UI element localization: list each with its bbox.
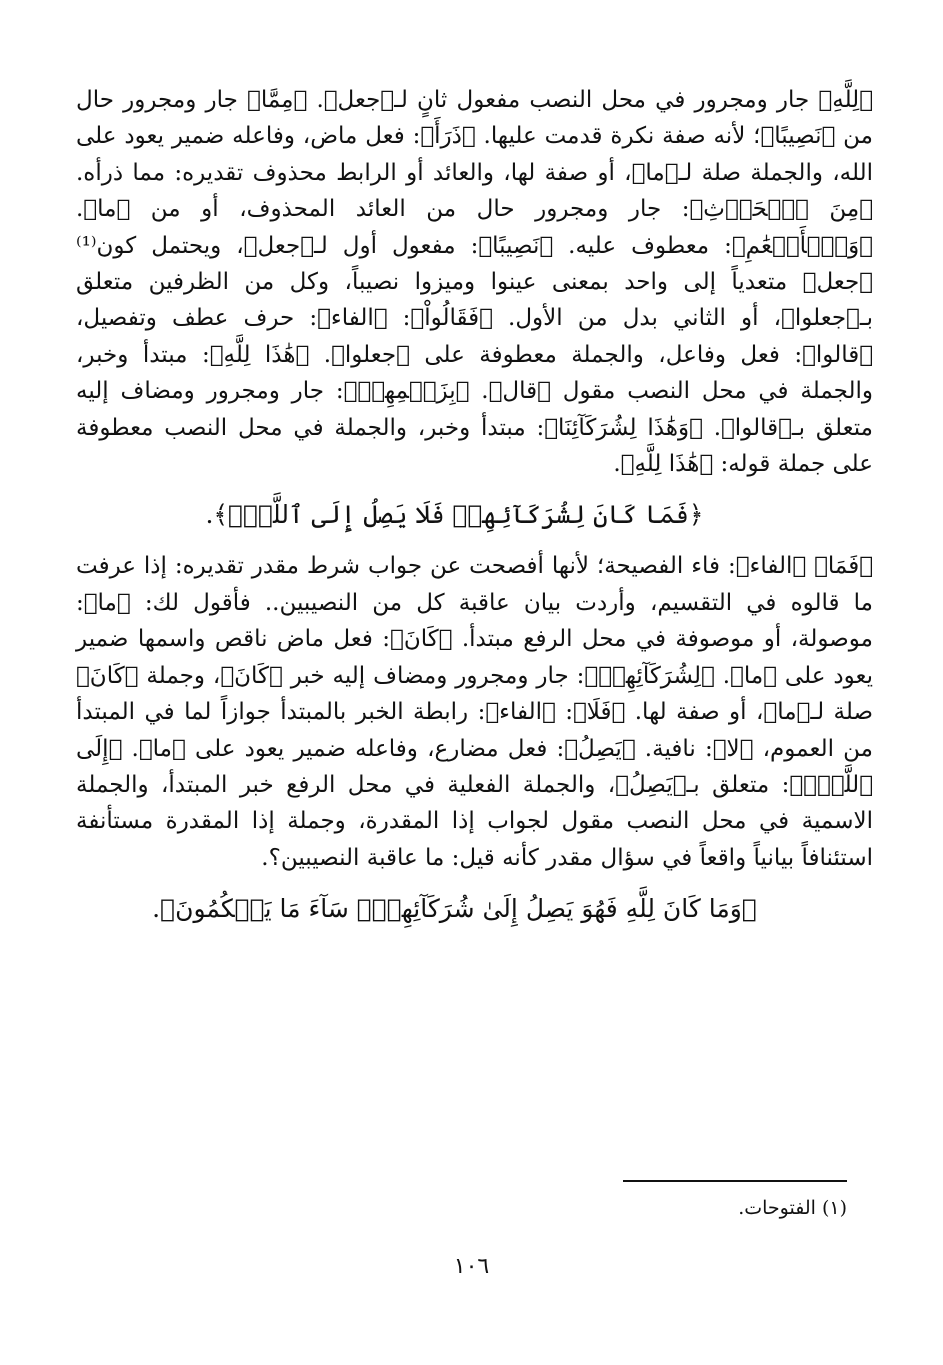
footnote: (١) الفتوحات. <box>738 1197 847 1219</box>
paragraph-1: ﴿لِلَّهِ﴾ جار ومجرور في محل النصب مفعول ثانٍ لـ﴿جعل﴾. ﴿مِمَّا﴾ جار ومجرور حال من ﴿نَصِيبًا﴾؛ لأنه صفة نكرة قدمت عليها. ﴿ذَرَأَ﴾: فعل ماض، وفاعله ضمير يعود على الله، والجملة صلة لـ﴿ما﴾، أو صفة لها، والعائد أو الرابط محذوف تقديره: مما ذرأه. ﴿مِنَ ٱلۡحَرۡثِ﴾: جار ومجرور حال من العائد المحذوف، أو من ﴿ما﴾. ﴿وَٱلۡأَنۡعَٰمِ﴾: معطوف عليه. ﴿نَصِيبًا﴾: مفعول أول لـ﴿جعل﴾، ويحتمل كون⁽¹⁾ ﴿جعل﴾ متعدياً إلى واحد بمعنى عينوا وميزوا نصيباً، وكل من الظرفين متعلق بـ﴿جعلوا﴾، أو الثاني بدل من الأول. ﴿فَقَالُواْ﴾: ﴿الفاء﴾: حرف عطف وتفصيل، ﴿قالوا﴾: فعل وفاعل، والجملة معطوفة على ﴿جعلوا﴾. ﴿هَٰذَا لِلَّهِ﴾: مبتدأ وخبر، والجملة في محل النصب مقول ﴿قال﴾. ﴿بِزَعۡمِهِمۡ﴾: جار ومجرور ومضاف إليه متعلق بـ﴿قالوا﴾. ﴿وَهَٰذَا لِشُرَكَآئِنَا﴾: مبتدأ وخبر، والجملة في محل النصب معطوفة على جملة قوله: ﴿هَٰذَا لِلَّهِ﴾. <box>76 87 873 478</box>
page-number: ١٠٦ <box>453 1254 490 1279</box>
quran-verse-2: ﴿وَمَا كَانَ لِلَّهِ فَهُوَ يَصِلُ إِلَىٰ شُرَكَآئِهِمۡۗ سَآءَ مَا يَحۡكُمُونَ﴾. <box>152 894 757 924</box>
quran-verse-1: ﴿فَمَا كَانَ لِشُرَكَآئِهِمۡ فَلَا يَصِلُ إِلَى ٱللَّهِۖ﴾. <box>205 500 704 530</box>
paragraph-2: ﴿فَمَا﴾ ﴿الفاء﴾: فاء الفصيحة؛ لأنها أفصحت عن جواب شرط مقدر تقديره: إذا عرفت ما قالوه في التقسيم، وأردت بيان عاقبة كل من النصيبين.. فأقول لك: ﴿ما﴾: موصولة، أو موصوفة في محل الرفع مبتدأ. ﴿كَانَ﴾: فعل ماض ناقص واسمها ضمير يعود على ﴿ما﴾. ﴿لِشُرَكَآئِهِمۡ﴾: جار ومجرور ومضاف إليه خبر ﴿كَانَ﴾، وجملة ﴿كَانَ﴾ صلة لـ﴿ما﴾، أو صفة لها. ﴿فَلَا﴾: ﴿الفاء﴾: رابطة الخبر بالمبتدأ جوازاً لما في المبتدأ من العموم، ﴿لا﴾: نافية. ﴿يَصِلُ﴾: فعل مضارع، وفاعله ضمير يعود على ﴿ما﴾. ﴿إِلَى ٱللَّهِۖ﴾: متعلق بـ﴿يَصِلُ﴾، والجملة الفعلية في محل الرفع خبر المبتدأ، والجملة الاسمية في محل النصب مقول لجواب إذا المقدرة، وجملة إذا المقدرة مستأنفة استئنافاً بيانياً واقعاً في سؤال مقدر كأنه قيل: ما عاقبة النصيبين؟. <box>76 553 873 871</box>
footnote-divider <box>623 1180 847 1182</box>
